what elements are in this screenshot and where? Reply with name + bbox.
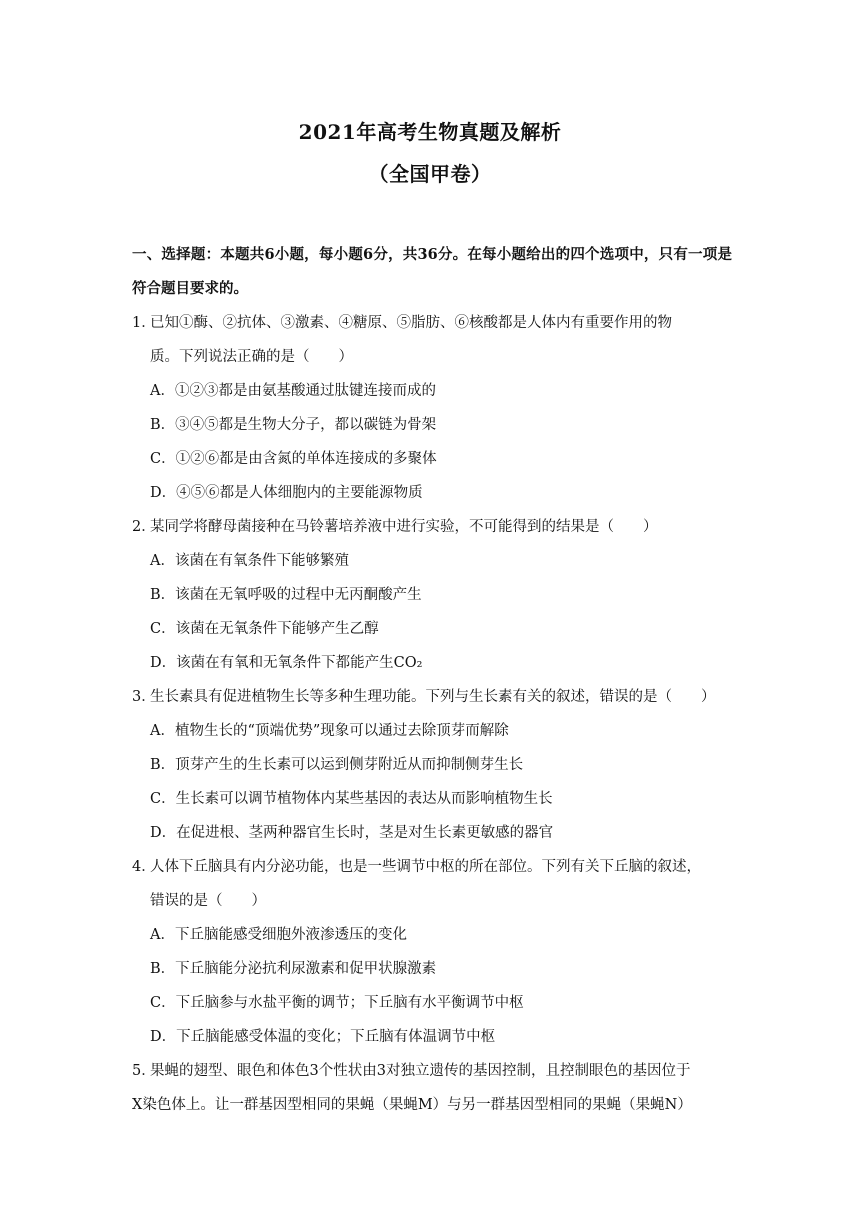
question-5-line-1: 5．果蝇的翅型、眼色和体色3个性状由3对独立遗传的基因控制，且控制眼色的基因位于 [132, 1054, 732, 1088]
question-1-line-1: 1．已知①酶、②抗体、③激素、④糖原、⑤脂肪、⑥核酸都是人体内有重要作用的物 [132, 306, 732, 340]
option-b: B．顶芽产生的生长素可以运到侧芽附近从而抑制侧芽生长 [150, 757, 524, 773]
option-a: A．①②③都是由氨基酸通过肽键连接而成的 [150, 383, 436, 399]
question-4-line-1: 4．人体下丘脑具有内分泌功能，也是一些调节中枢的所在部位。下列有关下丘脑的叙述， [132, 850, 732, 884]
question-2-line-1: 2．某同学将酵母菌接种在马铃薯培养液中进行实验，不可能得到的结果是（ ） [132, 510, 732, 544]
question-number: 1． [132, 315, 156, 331]
option-b: B．③④⑤都是生物大分子，都以碳链为骨架 [150, 417, 437, 433]
question-list [132, 306, 732, 1122]
option-d: D．④⑤⑥都是人体细胞内的主要能源物质 [150, 485, 423, 501]
option-d: D．该菌在有氧和无氧条件下都能产生CO₂ [150, 655, 423, 671]
page-subtitle: （全国甲卷） [368, 162, 492, 186]
question-number: 3． [132, 689, 156, 705]
question-3-line-1: 3．生长素具有促进植物生长等多种生理功能。下列与生长素有关的叙述，错误的是（ ） [132, 680, 732, 714]
option-c: C．生长素可以调节植物体内某些基因的表达从而影响植物生长 [150, 791, 553, 807]
option-c: C．①②⑥都是由含氮的单体连接成的多聚体 [150, 451, 437, 467]
question-5-line-2: X染色体上。让一群基因型相同的果蝇（果蝇M）与另一群基因型相同的果蝇（果蝇N） [132, 1097, 692, 1113]
question-number: 5． [132, 1063, 156, 1079]
question-number: 2． [132, 519, 156, 535]
question-1-line-2: 质。下列说法正确的是（ ） [150, 349, 353, 365]
question-number: 4． [132, 859, 156, 875]
option-c: C．下丘脑参与水盐平衡的调节；下丘脑有水平衡调节中枢 [150, 995, 524, 1011]
page-title: 2021年高考生物真题及解析 [298, 120, 562, 144]
option-c: C．该菌在无氧条件下能够产生乙醇 [150, 621, 379, 637]
option-a: A．该菌在有氧条件下能够繁殖 [150, 553, 349, 569]
section-header: 一、选择题：本题共6小题，每小题6分，共36分。在每小题给出的四个选项中，只有一项是符合题目要求的。 [132, 246, 732, 297]
option-b: B．下丘脑能分泌抗利尿激素和促甲状腺激素 [150, 961, 437, 977]
option-b: B．该菌在无氧呼吸的过程中无丙酮酸产生 [150, 587, 422, 603]
question-4-line-2: 错误的是（ ） [150, 893, 266, 909]
option-a: A．下丘脑能感受细胞外液渗透压的变化 [150, 927, 407, 943]
option-d: D．下丘脑能感受体温的变化；下丘脑有体温调节中枢 [150, 1029, 496, 1045]
option-d: D．在促进根、茎两种器官生长时，茎是对生长素更敏感的器官 [150, 825, 554, 841]
option-a: A．植物生长的“顶端优势”现象可以通过去除顶芽而解除 [150, 723, 509, 739]
